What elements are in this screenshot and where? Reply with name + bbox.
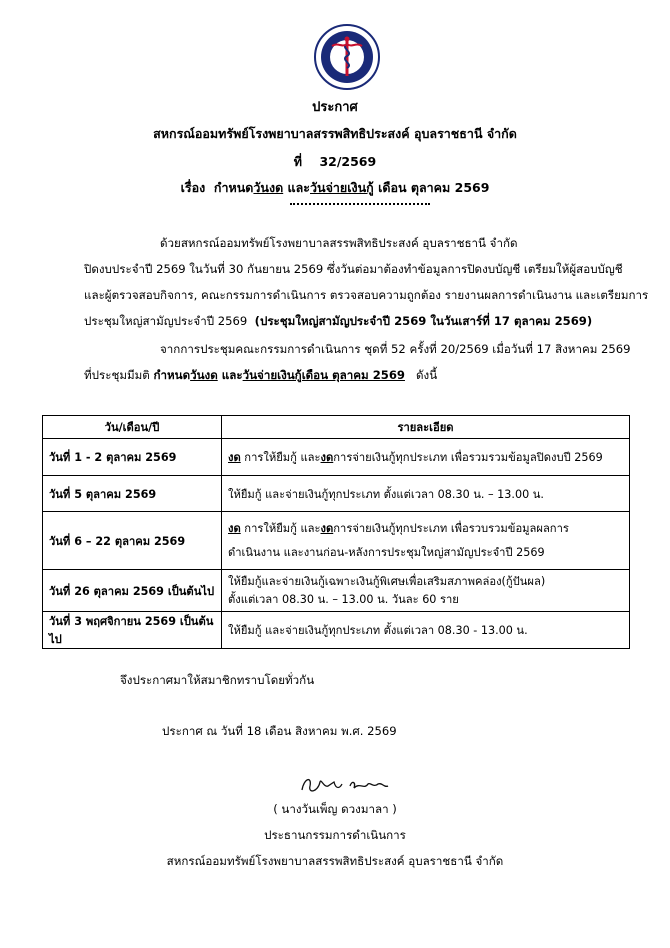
subject-part-d: วันจ่ายเงินกู้ — [310, 180, 374, 195]
paragraph1-line4 — [84, 308, 592, 334]
signer-position: ประธานกรรมการดำเนินการ — [264, 828, 406, 842]
schedule-table — [42, 415, 630, 649]
details-text: การจ่ายเงินกู้ทุกประเภท เพื่อรวบรวมข้อมูลผลการ — [333, 521, 569, 535]
cooperative-logo — [314, 24, 380, 90]
resolution-part-d: วันจ่ายเงินกู้เดือน ตุลาคม 2569 — [242, 368, 405, 382]
table-row — [43, 512, 630, 570]
details-text-line2: ดำเนินงาน และงานก่อน-หลังการประชุมใหญ่สามัญประจำปี 2569 — [228, 545, 545, 559]
details-text: ให้ยืมกู้และจ่ายเงินกู้เฉพาะเงินกู้พิเศษเพื่อเสริมสภาพคล่อง(กู้ปันผล) — [228, 574, 546, 588]
paragraph2-line2-text: ที่ประชุมมีมติ — [84, 368, 150, 382]
subject-part-b: วันงด — [253, 180, 284, 195]
number-label: ที่ — [293, 154, 303, 169]
details-text-line2: ตั้งแต่เวลา 08.30 น. – 13.00 น. วันละ 60 ราย — [228, 592, 459, 606]
meeting-date-note: (ประชุมใหญ่สามัญประจำปี 2569 ในวันเสาร์ที่ 17 ตุลาคม 2569) — [254, 314, 593, 328]
details-text: การให้ยืมกู้ และ — [240, 521, 321, 535]
subject-part-c: และ — [283, 180, 310, 195]
row-date: วันที่ 3 พฤศจิกายน 2569 เป็นต้นไป — [43, 612, 222, 649]
signer-organization: สหกรณ์ออมทรัพย์โรงพยาบาลสรรพสิทธิประสงค์ อุบลราชธานี จำกัด — [166, 854, 504, 868]
table-row — [43, 476, 630, 512]
resolution-part-e: ดังนี้ — [416, 368, 438, 382]
row-date: วันที่ 5 ตุลาคม 2569 — [43, 476, 222, 512]
table-row — [43, 570, 630, 612]
resolution-part-b: วันงด — [190, 368, 218, 382]
organization-name: สหกรณ์ออมทรัพย์โรงพยาบาลสรรพสิทธิประสงค์ อุบลราชธานี จำกัด — [153, 126, 517, 141]
suspend-word: งด — [228, 451, 241, 464]
number-value: 32/2569 — [319, 154, 377, 169]
paragraph1-line3: และผู้ตรวจสอบกิจการ, คณะกรรมการดำเนินการ ตรวจสอบความถูกต้อง รายงานผลการดำเนินงาน และเตรียมการ — [84, 288, 649, 302]
row-details — [222, 512, 630, 570]
row-details — [222, 439, 630, 476]
dotted-divider — [290, 201, 430, 205]
row-details — [222, 570, 630, 612]
table-header-row — [43, 416, 630, 439]
suspend-word: งด — [320, 521, 334, 535]
subject-part-a: กำหนด — [213, 180, 254, 195]
details-text: การจ่ายเงินกู้ทุกประเภท เพื่อรวมรวมข้อมูลปิดงบปี 2569 — [333, 451, 603, 464]
announcement-date: ประกาศ ณ วันที่ 18 เดือน สิงหาคม พ.ศ. 2569 — [162, 724, 397, 738]
paragraph1-line4-text: ประชุมใหญ่สามัญประจำปี 2569 — [84, 314, 248, 328]
signer-name: ( นางวันเพ็ญ ดวงมาลา ) — [273, 802, 397, 816]
announcement-number — [0, 152, 670, 172]
suspend-word: งด — [320, 451, 334, 464]
details-text: การให้ยืมกู้ และ — [240, 451, 321, 464]
subject-part-e: เดือน ตุลาคม 2569 — [373, 180, 490, 195]
header-date: วัน/เดือน/ปี — [43, 416, 222, 439]
paragraph1-line1: ด้วยสหกรณ์ออมทรัพย์โรงพยาบาลสรรพสิทธิประสงค์ อุบลราชธานี จำกัด — [160, 236, 518, 250]
row-date: วันที่ 6 – 22 ตุลาคม 2569 — [43, 512, 222, 570]
suspend-word: งด — [228, 521, 241, 535]
subject-label: เรื่อง — [180, 180, 206, 195]
resolution-part-a: กำหนด — [153, 368, 191, 382]
paragraph1-line2: ปิดงบประจำปี 2569 ในวันที่ 30 กันยายน 2569 ซึ่งวันต่อมาต้องทำข้อมูลการปิดงบบัญชี เตรียมให้ผู้สอบบัญชี — [84, 262, 623, 276]
closing-notice: จึงประกาศมาให้สมาชิกทราบโดยทั่วกัน — [120, 673, 315, 687]
paragraph2-line2 — [84, 362, 437, 388]
resolution-part-c: และ — [217, 368, 243, 382]
announcement-title: ประกาศ — [312, 100, 358, 115]
row-details: ให้ยืมกู้ และจ่ายเงินกู้ทุกประเภท ตั้งแต่เวลา 08.30 น. – 13.00 น. — [222, 476, 630, 512]
announcement-subject — [0, 178, 670, 198]
row-details: ให้ยืมกู้ และจ่ายเงินกู้ทุกประเภท ตั้งแต่เวลา 08.30 - 13.00 น. — [222, 612, 630, 649]
row-date: วันที่ 26 ตุลาคม 2569 เป็นต้นไป — [43, 570, 222, 612]
table-row — [43, 439, 630, 476]
header-details: รายละเอียด — [222, 416, 630, 439]
paragraph2-line1: จากการประชุมคณะกรรมการดำเนินการ ชุดที่ 52 ครั้งที่ 20/2569 เมื่อวันที่ 17 สิงหาคม 2569 — [160, 342, 631, 356]
row-date: วันที่ 1 - 2 ตุลาคม 2569 — [43, 439, 222, 476]
table-row — [43, 612, 630, 649]
